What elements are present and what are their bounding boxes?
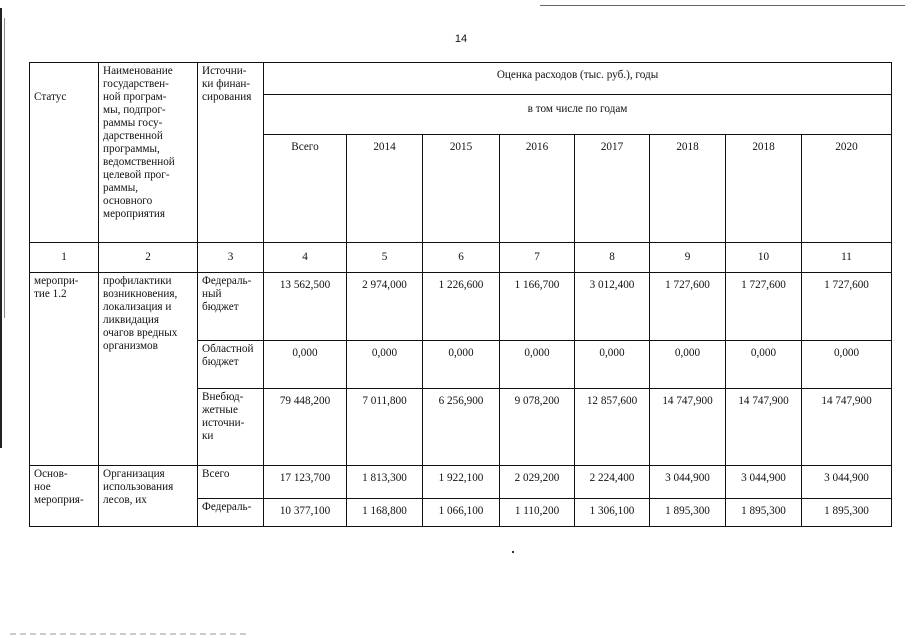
column-number-3: 3 [198, 243, 264, 273]
value-cell: 0,000 [650, 341, 726, 389]
value-cell: 1 110,200 [500, 499, 575, 527]
header-name: Наименование государствен- ной програм- мы, подпрог- раммы госу- дарственной программы, ведомственной целевой прог- раммы, основного мероприятия [99, 63, 198, 243]
budget-table [29, 62, 892, 527]
header-year-2: 2015 [423, 135, 500, 243]
value-cell: 14 747,900 [802, 389, 892, 466]
row-status: Основ- ное мероприя- [30, 466, 99, 527]
header-estimate: Оценка расходов (тыс. руб.), годы [264, 63, 892, 95]
value-cell: 0,000 [575, 341, 650, 389]
value-cell: 1 727,600 [802, 273, 892, 341]
value-cell: 3 044,900 [650, 466, 726, 499]
column-number-6: 6 [423, 243, 500, 273]
value-cell: 14 747,900 [726, 389, 802, 466]
value-cell: 1 895,300 [650, 499, 726, 527]
header-source: Источни- ки финан- сирования [198, 63, 264, 243]
value-cell: 2 029,200 [500, 466, 575, 499]
value-cell: 0,000 [347, 341, 423, 389]
column-number-10: 10 [726, 243, 802, 273]
value-cell: 0,000 [802, 341, 892, 389]
scan-artifact-left-edge-thin [4, 18, 5, 318]
header-row-1 [30, 63, 892, 95]
value-cell: 1 895,300 [802, 499, 892, 527]
row-status: меропри- тие 1.2 [30, 273, 99, 466]
value-cell: 2 974,000 [347, 273, 423, 341]
value-cell: 1 166,700 [500, 273, 575, 341]
value-cell: 0,000 [264, 341, 347, 389]
value-cell: 79 448,200 [264, 389, 347, 466]
row-source: Федераль- ный бюджет [198, 273, 264, 341]
header-year-7: 2020 [802, 135, 892, 243]
header-year-4: 2017 [575, 135, 650, 243]
column-number-11: 11 [802, 243, 892, 273]
value-cell: 1 813,300 [347, 466, 423, 499]
value-cell: 3 044,900 [726, 466, 802, 499]
value-cell: 9 078,200 [500, 389, 575, 466]
value-cell: 0,000 [726, 341, 802, 389]
header-year-5: 2018 [650, 135, 726, 243]
column-number-2: 2 [99, 243, 198, 273]
value-cell: 14 747,900 [650, 389, 726, 466]
value-cell: 3 044,900 [802, 466, 892, 499]
column-number-4: 4 [264, 243, 347, 273]
column-number-7: 7 [500, 243, 575, 273]
scan-artifact-dot [512, 551, 514, 553]
row-source: Всего [198, 466, 264, 499]
column-number-8: 8 [575, 243, 650, 273]
value-cell: 1 727,600 [650, 273, 726, 341]
value-cell: 7 011,800 [347, 389, 423, 466]
value-cell: 0,000 [423, 341, 500, 389]
table-row [30, 273, 892, 341]
header-status: Статус [30, 63, 99, 243]
value-cell: 1 226,600 [423, 273, 500, 341]
row-source: Федераль- [198, 499, 264, 527]
column-number-5: 5 [347, 243, 423, 273]
value-cell: 1 727,600 [726, 273, 802, 341]
column-numbers-row [30, 243, 892, 273]
scan-artifact-top-line [540, 5, 905, 6]
value-cell: 10 377,100 [264, 499, 347, 527]
value-cell: 2 224,400 [575, 466, 650, 499]
value-cell: 1 922,100 [423, 466, 500, 499]
header-year-6: 2018 [726, 135, 802, 243]
value-cell: 3 012,400 [575, 273, 650, 341]
header-by-years: в том числе по годам [264, 95, 892, 135]
value-cell: 1 168,800 [347, 499, 423, 527]
row-name: Организация использования лесов, их [99, 466, 198, 527]
value-cell: 1 895,300 [726, 499, 802, 527]
row-name: профилактики возникновения, локализация и ликвидация очагов вредных организмов [99, 273, 198, 466]
header-year-3: 2016 [500, 135, 575, 243]
header-year-1: 2014 [347, 135, 423, 243]
value-cell: 6 256,900 [423, 389, 500, 466]
table-row [30, 466, 892, 499]
column-number-1: 1 [30, 243, 99, 273]
row-source: Внебюд- жетные источни- ки [198, 389, 264, 466]
scan-artifact-left-edge [0, 8, 2, 448]
value-cell: 12 857,600 [575, 389, 650, 466]
value-cell: 1 066,100 [423, 499, 500, 527]
value-cell: 1 306,100 [575, 499, 650, 527]
value-cell: 17 123,700 [264, 466, 347, 499]
page-number: 14 [454, 33, 468, 45]
value-cell: 13 562,500 [264, 273, 347, 341]
header-year-0: Всего [264, 135, 347, 243]
scan-artifact-bottom-noise [10, 633, 250, 635]
column-number-9: 9 [650, 243, 726, 273]
value-cell: 0,000 [500, 341, 575, 389]
row-source: Областной бюджет [198, 341, 264, 389]
